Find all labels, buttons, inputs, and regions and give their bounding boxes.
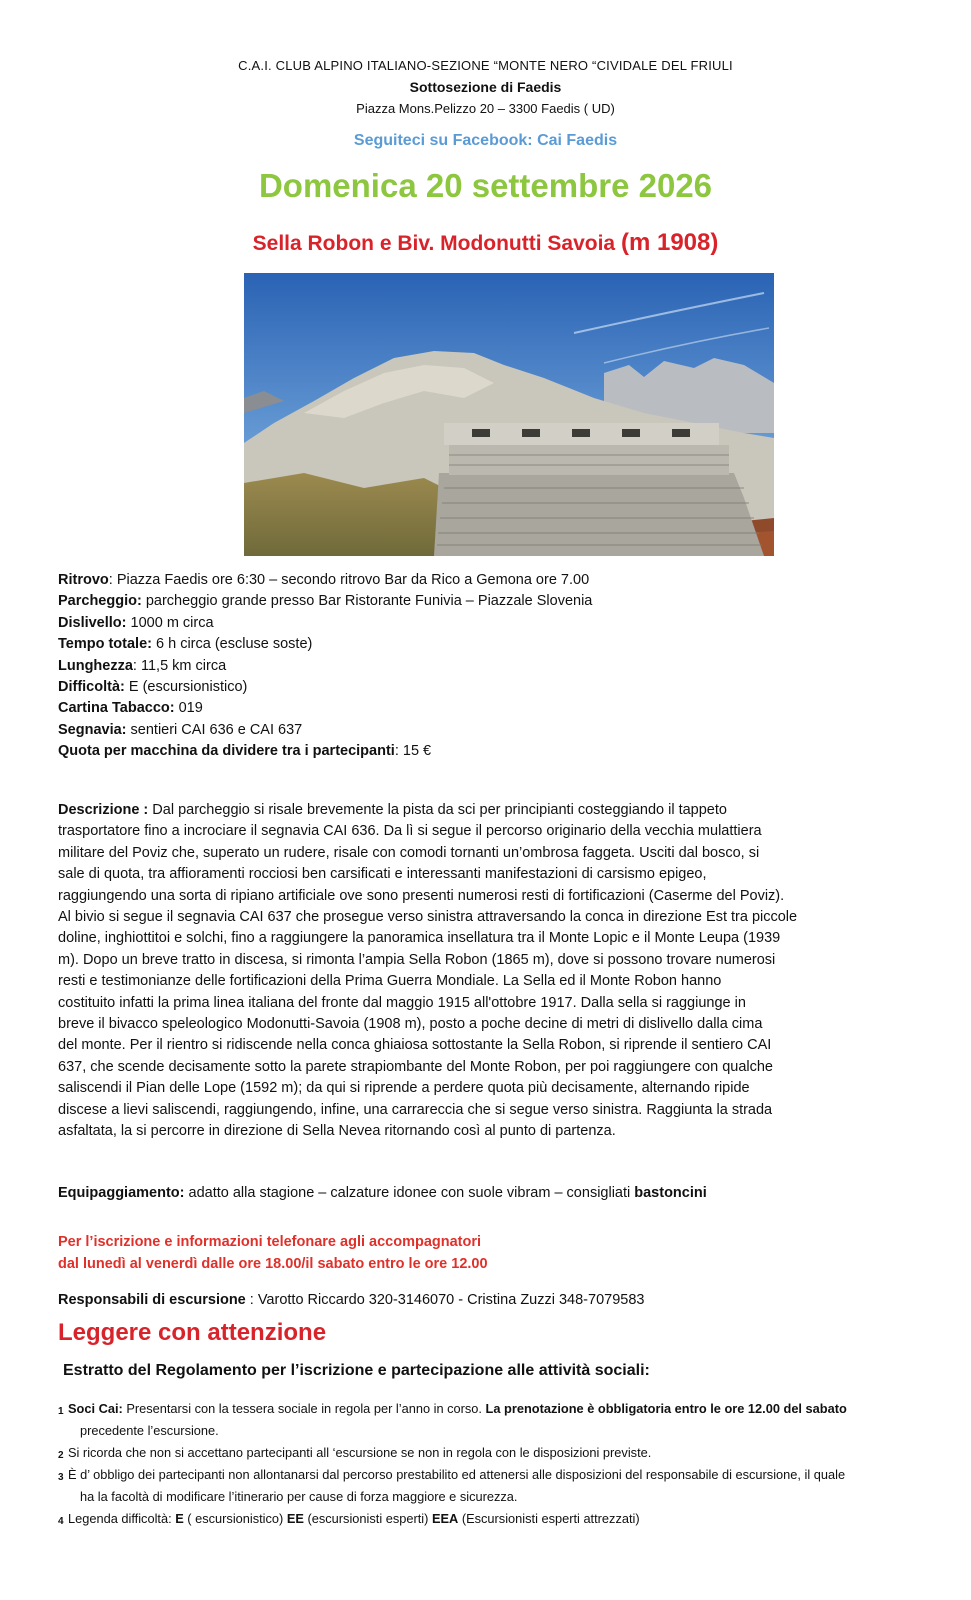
notice-heading: Leggere con attenzione [58, 1319, 327, 1346]
registration-line-2: dal lunedì al venerdì dalle ore 18.00/il sabato entro le ore 12.00 [58, 1256, 488, 1272]
rule-item: 3 È d’ obbligo dei partecipanti non allontanarsi dal percorso prestabilito ed attenersi alle disposizioni del responsabile di escursione, il quale ha la facoltà di modificare l’itinerario per cause di forza maggiore e sicurezza. [58, 1467, 846, 1504]
rule-item: 1 Soci Cai: Presentarsi con la tessera sociale in regola per l’anno in corso. La prenotazione è obbligatoria entro le ore 12.00 del sabato precedente l’escursione. [58, 1401, 847, 1438]
facebook-link[interactable]: Seguiteci su Facebook: Cai Faedis [353, 132, 618, 149]
event-title [0, 229, 971, 257]
description-line: saliscendi il Pian delle Lope (1592 m); da qui si riprende a perdere quota più decisamente, alternando ripide [58, 1080, 750, 1097]
description-line: doline, inghiottitoi e solchi, fino a raggiungere la panoramica insellatura tra il Monte Lopic e il Monte Leupa (1939 [58, 930, 781, 947]
rule-number: 3 [58, 1472, 64, 1483]
description-line: militare del Poviz che, superato un rudere, risale con comodi tornanti un’ombrosa faggeta. Usciti dal bosco, si [58, 844, 760, 861]
description-line: asfaltata, la si percorre in direzione di Sella Nevea ritornando così al punto di partenza. [58, 1123, 616, 1140]
event-date: Domenica 20 settembre 2026 [258, 167, 713, 204]
detail-quota: Quota per macchina da dividere tra i partecipanti: 15 € [58, 743, 432, 760]
responsible-persons: Responsabili di escursione : Varotto Riccardo 320-3146070 - Cristina Zuzzi 348-7079583 [58, 1292, 645, 1308]
organization-name: C.A.I. CLUB ALPINO ITALIANO-SEZIONE “MONTE NERO “CIVIDALE DEL FRIULI [238, 58, 733, 73]
description-line: breve il bivacco speleologico Modonutti-Savoia (1908 m), posto a poche decine di metri di dislivello dalla cima [58, 1016, 763, 1033]
event-title-text: Sella Robon e Biv. Modonutti Savoia [252, 232, 616, 255]
detail-dislivello: Dislivello: 1000 m circa [58, 614, 214, 631]
detail-ritrovo: Ritrovo: Piazza Faedis ore 6:30 – secondo ritrovo Bar da Rico a Gemona ore 7.00 [58, 572, 590, 588]
registration-line-1: Per l’iscrizione e informazioni telefonare agli accompagnatori [58, 1234, 482, 1250]
description-line: costituito infatti la prima linea italiana del fronte dal maggio 1915 all'ottobre 1917. Dalla sella si raggiunge in [58, 994, 746, 1011]
description [58, 800, 908, 1143]
equipment: Equipaggiamento: adatto alla stagione – calzature idonee con suole vibram – consigliati bastoncini [58, 1185, 707, 1201]
address: Piazza Mons.Pelizzo 20 – 3300 Faedis ( UD) [356, 101, 615, 116]
description-line: resti e testimonianze delle fortificazioni della Prima Guerra Mondiale. La Sella ed il Monte Robon hanno [58, 973, 722, 990]
description-line: sale di quota, tra affioramenti rocciosi ben carsificati e interessanti manifestazioni di carsismo epigeo, [58, 866, 707, 883]
description-line: Al bivio si segue il segnavia CAI 637 che prosegue verso sinistra attraversando la conca in direzione Est tra piccole [58, 909, 798, 926]
event-details [58, 570, 592, 763]
detail-cartina: Cartina Tabacco: 019 [58, 700, 203, 717]
regulation-extract-heading: Estratto del Regolamento per l’iscrizione e partecipazione alle attività sociali: [63, 1362, 650, 1379]
detail-segnavia: Segnavia: sentieri CAI 636 e CAI 637 [58, 721, 303, 738]
description-line: raggiungendo una sorta di ripiano artificiale ove sono presenti numerosi resti di fortificazioni (Caserme del Poviz). [58, 887, 785, 904]
description-line: Descrizione : Dal parcheggio si risale brevemente la pista da sci per principianti costeggiando il tappeto [58, 802, 727, 818]
description-line: trasportatore fino a incrociare il segnavia CAI 636. Da lì si segue il percorso originario della vecchia mulattiera [58, 823, 762, 840]
mountain-photo [244, 273, 774, 556]
event-altitude: (m 1908) [620, 229, 719, 256]
description-line: 637, che scende decisamente sotto la parete strapiombante del Monte Robon, per poi raggiungere con qualche [58, 1058, 773, 1075]
rule-item: 2 Si ricorda che non si accettano partecipanti all ‘escursione se non in regola con le disposizioni previste. [58, 1442, 958, 1464]
rule-number: 2 [58, 1450, 64, 1461]
description-line: discese a lievi saliscendi, raggiungendo, infine, una carrareccia che si segue verso sinistra. Raggiunta la strada [58, 1101, 773, 1118]
detail-lunghezza: Lunghezza: 11,5 km circa [58, 657, 227, 674]
rule-item: 4 Legenda difficoltà: E ( escursionistico) EE (escursionisti esperti) EEA (Escursionisti esperti attrezzati) [58, 1508, 958, 1530]
registration-info [58, 1231, 488, 1275]
description-line: del monte. Per il rientro si ridiscende nella conca ghiaiosa sottostante la Sella Robon, si riprende il sentiero CAI [58, 1037, 772, 1054]
regulation-rules [58, 1398, 958, 1530]
subsection-name: Sottosezione di Faedis [409, 79, 562, 95]
rule-number: 1 [58, 1406, 64, 1417]
detail-tempo-totale: Tempo totale: 6 h circa (escluse soste) [58, 636, 313, 653]
detail-parcheggio: Parcheggio: parcheggio grande presso Bar Ristorante Funivia – Piazzale Slovenia [58, 593, 593, 610]
rule-number: 4 [58, 1516, 64, 1527]
description-line: m). Dopo un breve tratto in discesa, si rimonta l’ampia Sella Robon (1865 m), dove si possono trovare numerosi [58, 951, 776, 968]
detail-difficolta: Difficoltà: E (escursionistico) [58, 679, 248, 696]
equipment-label: Equipaggiamento: [58, 1185, 185, 1201]
description-label: Descrizione : [58, 802, 149, 818]
responsible-label: Responsabili di escursione [58, 1292, 246, 1308]
